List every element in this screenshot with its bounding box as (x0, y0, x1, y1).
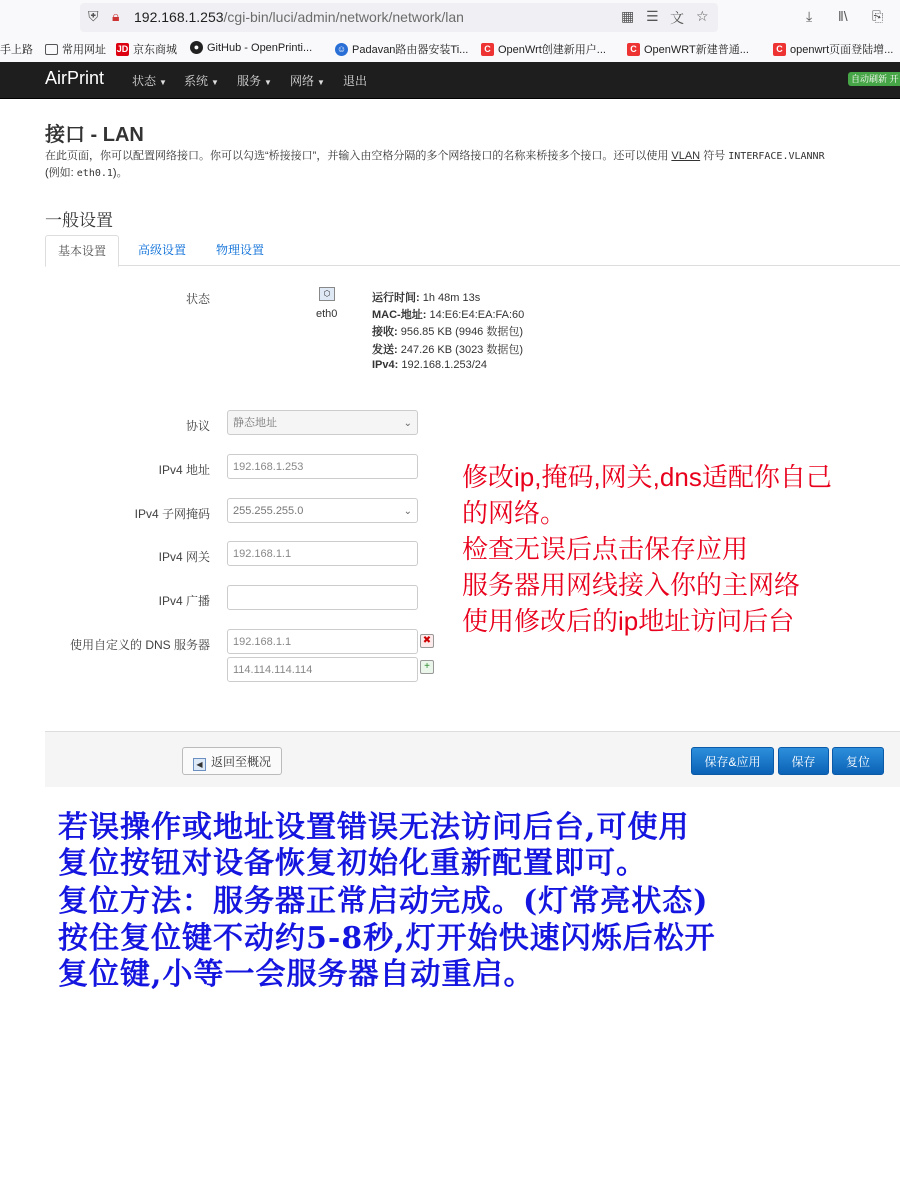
tab-physical-settings[interactable]: 物理设置 (216, 243, 265, 257)
custom-dns-label: 使用自定义的 DNS 服务器 (69, 638, 210, 652)
status-ipv4: IPv4: 192.168.1.253/24 (372, 359, 487, 371)
insecure-lock-icon[interactable]: 🔒︎ (112, 8, 120, 24)
nav-system[interactable]: 系统 ▼ (184, 74, 219, 88)
ipv4-address-input[interactable]: 192.168.1.253 (227, 454, 418, 479)
csdn-icon: C (627, 43, 640, 56)
caret-down-icon: ▼ (264, 78, 272, 87)
protocol-select[interactable]: 静态地址 ⌄ (227, 410, 418, 435)
add-icon[interactable]: + (420, 660, 434, 674)
back-to-overview-button[interactable]: ◀ 返回至概况 (182, 747, 282, 775)
bookmark-item[interactable]: 手上路 (0, 44, 33, 56)
save-apply-button[interactable]: 保存&应用 (691, 747, 774, 775)
nav-logout[interactable]: 退出 (343, 74, 368, 88)
ethernet-port-icon: ⬡ (319, 287, 335, 301)
github-icon: ● (190, 41, 203, 54)
bookmark-item[interactable]: C OpenWRT新建普通... (627, 41, 749, 57)
dns-server-input[interactable]: 192.168.1.1 (227, 629, 418, 654)
caret-down-icon: ▼ (211, 78, 219, 87)
bookmark-item[interactable]: JD 京东商城 (116, 43, 177, 56)
back-arrow-icon: ◀ (193, 758, 206, 771)
url-text[interactable]: 192.168.1.253/cgi-bin/luci/admin/network/network/lan (134, 9, 464, 25)
gateway-label: IPv4 网关 (158, 550, 210, 564)
chevron-down-icon: ⌄ (403, 418, 412, 429)
library-icon[interactable]: ‖\ (838, 8, 848, 24)
tab-advanced-settings[interactable]: 高级设置 (138, 243, 187, 257)
padavan-icon: ☺ (336, 43, 347, 54)
qr-code-icon[interactable]: ▦ (621, 8, 635, 24)
translate-icon[interactable]: 文 (670, 10, 684, 26)
broadcast-input[interactable] (227, 585, 418, 610)
folder-icon (45, 44, 58, 55)
red-annotation-line: 的网络。 (462, 498, 567, 528)
ipv4-address-label: IPv4 地址 (158, 463, 210, 477)
nav-status[interactable]: 状态 ▼ (132, 74, 167, 88)
shield-icon[interactable]: ⛨ (88, 8, 99, 24)
blue-annotation-line: 复位按钮对设备恢复初始化重新配置即可。 (58, 846, 647, 881)
brand-logo[interactable]: AirPrint (45, 68, 105, 88)
blue-annotation-line: 复位键,小等一会服务器自动重启。 (58, 957, 535, 992)
red-annotation-line: 修改ip,掩码,网关,dns适配你自己 (462, 462, 832, 492)
netmask-select[interactable]: 255.255.255.0 ⌄ (227, 498, 418, 523)
save-button[interactable]: 保存 (778, 747, 829, 775)
broadcast-label: IPv4 广播 (158, 594, 210, 608)
nav-services[interactable]: 服务 ▼ (237, 74, 272, 88)
download-icon[interactable]: ⤓ (806, 8, 813, 24)
csdn-icon: C (773, 43, 786, 56)
reader-view-icon[interactable]: ☰ (646, 8, 659, 24)
red-annotation-line: 使用修改后的ip地址访问后台 (462, 606, 795, 636)
bookmark-item[interactable]: ☺ Padavan路由器安装Ti... (336, 43, 469, 56)
nav-network[interactable]: 网络 ▼ (290, 74, 325, 88)
reset-button[interactable]: 复位 (832, 747, 884, 775)
device-name: eth0 (316, 308, 338, 320)
bookmark-star-icon[interactable]: ☆ (696, 8, 709, 24)
remove-icon[interactable]: ✖ (420, 634, 434, 648)
auto-refresh-badge[interactable]: 自动刷新 开 (848, 72, 900, 86)
page-description: 在此页面，你可以配置网络接口。你可以勾选“桥接接口”，并输入由空格分隔的多个网络接口的名称来桥接多个接口。还可以使用 VLAN 符号 INTERFACE.VLANNR (例如: eth0.1)。 (45, 150, 825, 179)
protocol-label: 协议 (185, 419, 210, 433)
blue-annotation-line: 若误操作或地址设置错误无法访问后台,可使用 (58, 810, 690, 845)
caret-down-icon: ▼ (159, 78, 167, 87)
bookmark-item[interactable]: ● GitHub - OpenPrinti... (190, 41, 312, 54)
jd-icon: JD (116, 43, 129, 54)
blue-annotation-line: 复位方法：服务器正常启动完成。(灯常亮状态) (58, 884, 709, 919)
bookmark-folder[interactable]: 常用网址 (45, 41, 106, 57)
blue-annotation-line: 按住复位键不动约5-8秒,灯开始快速闪烁后松开 (58, 921, 716, 956)
red-annotation-line: 检查无误后点击保存应用 (462, 534, 749, 564)
bookmark-item[interactable]: C openwrt页面登陆增... (773, 41, 893, 57)
status-label: 状态 (185, 292, 210, 306)
csdn-icon: C (481, 43, 494, 56)
tabs-divider (45, 265, 900, 266)
page-title: 接口 - LAN (45, 124, 144, 146)
red-annotation-line: 服务器用网线接入你的主网络 (462, 570, 801, 600)
bookmark-item[interactable]: C OpenWrt创建新用户... (481, 41, 606, 57)
gateway-input[interactable]: 192.168.1.1 (227, 541, 418, 566)
dns-server-input[interactable]: 114.114.114.114 (227, 657, 418, 682)
tab-basic-settings[interactable]: 基本设置 (45, 235, 119, 267)
netmask-label: IPv4 子网掩码 (134, 507, 210, 521)
chevron-down-icon: ⌄ (403, 506, 412, 517)
section-title: 一般设置 (45, 211, 113, 230)
status-uptime: 运行时间: 1h 48m 13s (372, 292, 481, 304)
caret-down-icon: ▼ (317, 78, 325, 87)
status-mac: MAC-地址: 14:E6:E4:EA:FA:60 (372, 309, 525, 321)
status-rx: 接收: 956.85 KB (9946 数据包) (372, 326, 524, 338)
extensions-icon[interactable]: ⎘ (872, 8, 884, 24)
status-tx: 发送: 247.26 KB (3023 数据包) (372, 344, 524, 356)
